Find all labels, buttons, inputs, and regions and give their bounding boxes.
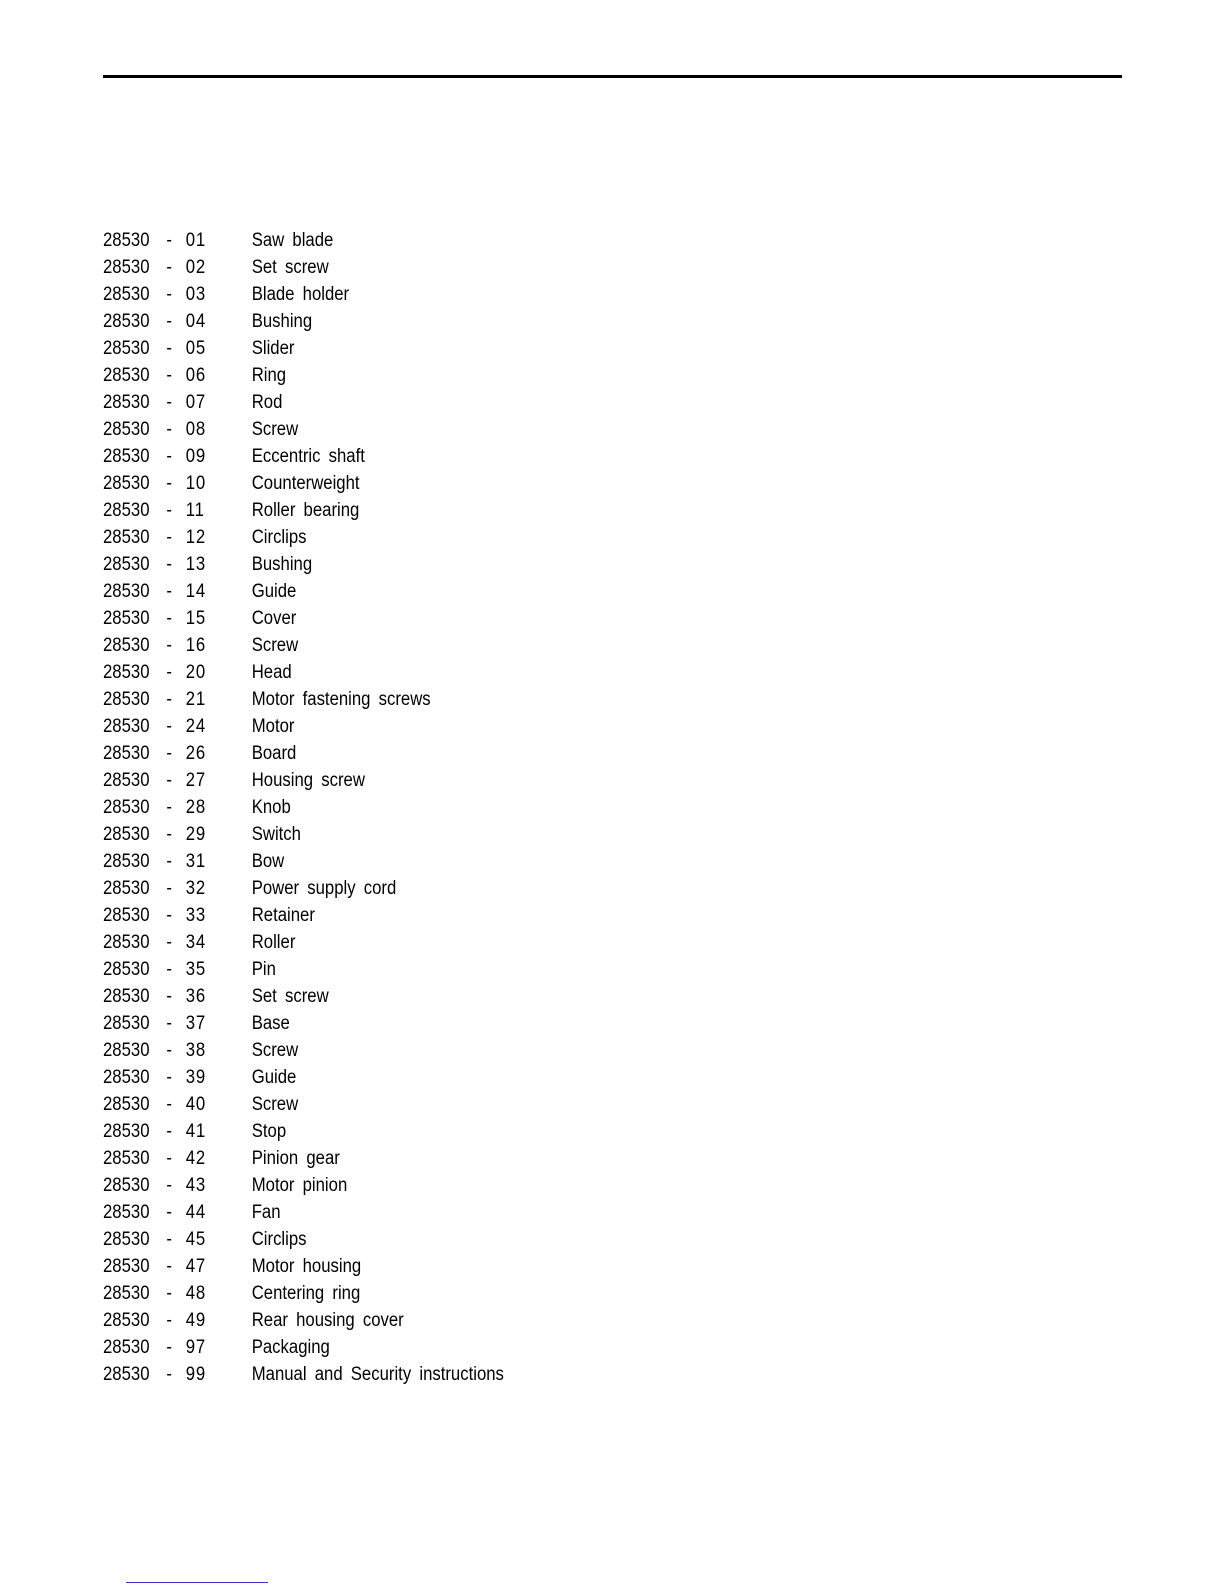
part-name: Cover xyxy=(251,608,297,629)
part-number-dash: - xyxy=(166,1067,172,1088)
part-name: Power supply cord xyxy=(251,878,397,899)
part-row xyxy=(103,797,504,824)
part-number-suffix: 99 xyxy=(185,1364,207,1385)
part-row xyxy=(103,689,504,716)
part-number-suffix: 34 xyxy=(185,932,207,953)
part-number-dash: - xyxy=(166,1094,172,1115)
part-name: Knob xyxy=(251,797,291,818)
part-number-dash: - xyxy=(166,986,172,1007)
part-number-suffix: 41 xyxy=(185,1121,207,1142)
part-name: Base xyxy=(251,1013,290,1034)
part-number-suffix: 32 xyxy=(185,878,207,899)
part-number-suffix: 20 xyxy=(185,662,207,683)
part-number-dash: - xyxy=(166,743,172,764)
part-name: Saw blade xyxy=(251,230,334,251)
part-row xyxy=(103,1013,504,1040)
part-number-suffix: 29 xyxy=(185,824,207,845)
part-number-suffix: 49 xyxy=(185,1310,207,1331)
part-row xyxy=(103,1202,504,1229)
part-number-base: 28530 xyxy=(103,500,150,521)
part-row xyxy=(103,581,504,608)
part-number-dash: - xyxy=(166,824,172,845)
part-number-suffix: 24 xyxy=(185,716,207,737)
part-name: Housing screw xyxy=(251,770,365,791)
part-name: Blade holder xyxy=(251,284,350,305)
part-row xyxy=(103,230,504,257)
part-row xyxy=(103,770,504,797)
part-number-base: 28530 xyxy=(103,743,150,764)
part-number-dash: - xyxy=(166,554,172,575)
part-row xyxy=(103,1283,504,1310)
part-number-dash: - xyxy=(166,662,172,683)
part-number-suffix: 26 xyxy=(185,743,207,764)
part-number-suffix: 03 xyxy=(185,284,207,305)
part-number-suffix: 28 xyxy=(185,797,207,818)
part-row xyxy=(103,1364,504,1391)
part-name: Fan xyxy=(251,1202,281,1223)
part-row xyxy=(103,986,504,1013)
part-row xyxy=(103,662,504,689)
part-row xyxy=(103,878,504,905)
part-number-suffix: 33 xyxy=(185,905,207,926)
part-number-suffix: 13 xyxy=(185,554,207,575)
part-number-suffix: 12 xyxy=(185,527,207,548)
part-number-base: 28530 xyxy=(103,1364,150,1385)
part-name: Motor housing xyxy=(251,1256,362,1277)
part-number-base: 28530 xyxy=(103,770,150,791)
part-number-dash: - xyxy=(166,1337,172,1358)
part-number-dash: - xyxy=(166,1229,172,1250)
part-number-base: 28530 xyxy=(103,689,150,710)
part-number-dash: - xyxy=(166,392,172,413)
part-number-suffix: 11 xyxy=(185,500,205,521)
part-number-dash: - xyxy=(166,311,172,332)
part-number-suffix: 36 xyxy=(185,986,207,1007)
part-number-base: 28530 xyxy=(103,257,150,278)
part-row xyxy=(103,608,504,635)
part-number-base: 28530 xyxy=(103,851,150,872)
part-row xyxy=(103,824,504,851)
part-row xyxy=(103,1094,504,1121)
part-row xyxy=(103,1310,504,1337)
part-name: Board xyxy=(251,743,297,764)
part-row xyxy=(103,959,504,986)
part-number-suffix: 48 xyxy=(185,1283,207,1304)
part-row xyxy=(103,284,504,311)
part-number-base: 28530 xyxy=(103,905,150,926)
part-number-suffix: 27 xyxy=(185,770,207,791)
part-number-dash: - xyxy=(166,1202,172,1223)
part-row xyxy=(103,446,504,473)
part-number-base: 28530 xyxy=(103,446,150,467)
part-number-dash: - xyxy=(166,608,172,629)
part-name: Motor fastening screws xyxy=(251,689,431,710)
part-name: Screw xyxy=(251,1040,299,1061)
part-number-base: 28530 xyxy=(103,1283,150,1304)
part-number-base: 28530 xyxy=(103,392,150,413)
part-row xyxy=(103,1175,504,1202)
part-name: Slider xyxy=(251,338,295,359)
part-number-dash: - xyxy=(166,1121,172,1142)
part-number-dash: - xyxy=(166,1040,172,1061)
part-name: Roller xyxy=(251,932,296,953)
part-number-base: 28530 xyxy=(103,581,150,602)
part-number-suffix: 04 xyxy=(185,311,207,332)
part-name: Manual and Security instructions xyxy=(251,1364,504,1385)
part-name: Circlips xyxy=(251,1229,307,1250)
part-number-suffix: 15 xyxy=(185,608,207,629)
part-name: Packaging xyxy=(251,1337,330,1358)
part-number-dash: - xyxy=(166,1175,172,1196)
part-number-dash: - xyxy=(166,581,172,602)
part-name: Rear housing cover xyxy=(251,1310,404,1331)
part-number-suffix: 39 xyxy=(185,1067,207,1088)
part-number-base: 28530 xyxy=(103,554,150,575)
part-number-base: 28530 xyxy=(103,230,150,251)
part-name: Bushing xyxy=(251,554,313,575)
part-row xyxy=(103,635,504,662)
part-number-base: 28530 xyxy=(103,716,150,737)
part-number-base: 28530 xyxy=(103,527,150,548)
part-number-suffix: 01 xyxy=(185,230,207,251)
part-number-dash: - xyxy=(166,419,172,440)
part-name: Switch xyxy=(251,824,301,845)
part-name: Set screw xyxy=(251,986,329,1007)
part-number-dash: - xyxy=(166,1013,172,1034)
part-number-base: 28530 xyxy=(103,986,150,1007)
part-name: Screw xyxy=(251,419,299,440)
part-number-base: 28530 xyxy=(103,824,150,845)
part-name: Pin xyxy=(251,959,276,980)
part-number-dash: - xyxy=(166,1256,172,1277)
part-number-suffix: 42 xyxy=(185,1148,207,1169)
part-number-base: 28530 xyxy=(103,1040,150,1061)
part-number-dash: - xyxy=(166,770,172,791)
part-number-base: 28530 xyxy=(103,1229,150,1250)
part-number-base: 28530 xyxy=(103,284,150,305)
part-number-suffix: 05 xyxy=(185,338,207,359)
part-row xyxy=(103,851,504,878)
part-number-base: 28530 xyxy=(103,1121,150,1142)
part-row xyxy=(103,527,504,554)
part-number-base: 28530 xyxy=(103,959,150,980)
part-row xyxy=(103,1256,504,1283)
part-number-suffix: 14 xyxy=(185,581,207,602)
part-number-suffix: 43 xyxy=(185,1175,207,1196)
part-row xyxy=(103,1148,504,1175)
part-name: Retainer xyxy=(251,905,315,926)
part-row xyxy=(103,554,504,581)
part-number-dash: - xyxy=(166,878,172,899)
part-number-base: 28530 xyxy=(103,1148,150,1169)
part-name: Roller bearing xyxy=(251,500,360,521)
part-name: Ring xyxy=(251,365,287,386)
part-number-suffix: 35 xyxy=(185,959,207,980)
part-number-suffix: 21 xyxy=(185,689,207,710)
part-number-dash: - xyxy=(166,635,172,656)
part-number-dash: - xyxy=(166,1148,172,1169)
part-name: Motor pinion xyxy=(251,1175,348,1196)
part-number-dash: - xyxy=(166,257,172,278)
part-name: Centering ring xyxy=(251,1283,361,1304)
part-name: Motor xyxy=(251,716,295,737)
part-number-base: 28530 xyxy=(103,365,150,386)
part-number-base: 28530 xyxy=(103,635,150,656)
part-row xyxy=(103,1121,504,1148)
part-number-suffix: 40 xyxy=(185,1094,207,1115)
part-number-dash: - xyxy=(166,500,172,521)
part-row xyxy=(103,365,504,392)
part-number-dash: - xyxy=(166,797,172,818)
part-number-suffix: 38 xyxy=(185,1040,207,1061)
part-number-dash: - xyxy=(166,851,172,872)
part-number-suffix: 45 xyxy=(185,1229,207,1250)
part-name: Guide xyxy=(251,1067,297,1088)
part-number-dash: - xyxy=(166,284,172,305)
part-number-suffix: 37 xyxy=(185,1013,207,1034)
part-number-base: 28530 xyxy=(103,419,150,440)
part-number-dash: - xyxy=(166,1310,172,1331)
part-name: Rod xyxy=(251,392,283,413)
link-underline xyxy=(126,1582,268,1583)
parts-list xyxy=(103,230,559,1391)
part-row xyxy=(103,1337,504,1364)
part-number-base: 28530 xyxy=(103,338,150,359)
part-number-dash: - xyxy=(166,716,172,737)
part-row xyxy=(103,743,504,770)
part-number-base: 28530 xyxy=(103,1175,150,1196)
part-row xyxy=(103,932,504,959)
part-number-base: 28530 xyxy=(103,878,150,899)
part-number-suffix: 31 xyxy=(185,851,207,872)
part-row xyxy=(103,905,504,932)
part-name: Counterweight xyxy=(251,473,360,494)
part-number-dash: - xyxy=(166,338,172,359)
part-number-base: 28530 xyxy=(103,473,150,494)
part-name: Head xyxy=(251,662,292,683)
part-name: Eccentric shaft xyxy=(251,446,365,467)
part-number-suffix: 97 xyxy=(185,1337,207,1358)
part-number-dash: - xyxy=(166,905,172,926)
part-name: Screw xyxy=(251,1094,299,1115)
part-number-suffix: 44 xyxy=(185,1202,207,1223)
part-row xyxy=(103,257,504,284)
part-name: Guide xyxy=(251,581,297,602)
part-number-base: 28530 xyxy=(103,608,150,629)
part-number-dash: - xyxy=(166,365,172,386)
part-row xyxy=(103,419,504,446)
part-name: Stop xyxy=(251,1121,287,1142)
part-name: Circlips xyxy=(251,527,307,548)
part-number-dash: - xyxy=(166,230,172,251)
part-number-suffix: 07 xyxy=(185,392,207,413)
part-number-dash: - xyxy=(166,473,172,494)
part-row xyxy=(103,500,504,527)
part-number-base: 28530 xyxy=(103,1094,150,1115)
part-name: Bow xyxy=(251,851,285,872)
part-number-base: 28530 xyxy=(103,1337,150,1358)
part-number-dash: - xyxy=(166,932,172,953)
part-number-base: 28530 xyxy=(103,1202,150,1223)
part-row xyxy=(103,1040,504,1067)
part-number-suffix: 16 xyxy=(185,635,207,656)
part-number-base: 28530 xyxy=(103,1013,150,1034)
part-number-dash: - xyxy=(166,527,172,548)
part-number-suffix: 10 xyxy=(185,473,207,494)
part-row xyxy=(103,716,504,743)
part-number-dash: - xyxy=(166,1283,172,1304)
part-name: Screw xyxy=(251,635,299,656)
part-row xyxy=(103,1067,504,1094)
part-number-base: 28530 xyxy=(103,311,150,332)
header-rule xyxy=(103,75,1122,78)
part-number-base: 28530 xyxy=(103,797,150,818)
part-number-dash: - xyxy=(166,689,172,710)
part-number-suffix: 09 xyxy=(185,446,207,467)
part-number-dash: - xyxy=(166,959,172,980)
part-name: Bushing xyxy=(251,311,313,332)
part-row xyxy=(103,311,504,338)
part-number-base: 28530 xyxy=(103,932,150,953)
part-row xyxy=(103,473,504,500)
part-name: Pinion gear xyxy=(251,1148,340,1169)
part-number-base: 28530 xyxy=(103,662,150,683)
part-number-suffix: 08 xyxy=(185,419,207,440)
part-row xyxy=(103,392,504,419)
part-number-suffix: 47 xyxy=(185,1256,207,1277)
part-number-dash: - xyxy=(166,1364,172,1385)
part-number-dash: - xyxy=(166,446,172,467)
part-number-base: 28530 xyxy=(103,1310,150,1331)
part-number-suffix: 02 xyxy=(185,257,207,278)
part-number-suffix: 06 xyxy=(185,365,207,386)
part-row xyxy=(103,338,504,365)
part-number-base: 28530 xyxy=(103,1067,150,1088)
part-row xyxy=(103,1229,504,1256)
part-name: Set screw xyxy=(251,257,329,278)
part-number-base: 28530 xyxy=(103,1256,150,1277)
